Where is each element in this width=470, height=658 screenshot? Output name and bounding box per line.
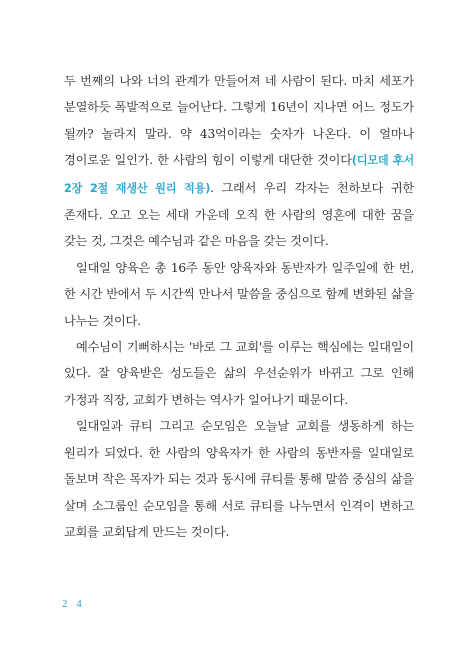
scripture-reference: (디모데 후서 2장 2절 재생산 원리 적용) (64, 154, 414, 195)
page-number: 2 4 (62, 598, 85, 610)
paragraph-1-text: 두 번째의 나와 너의 관계가 만들어져 네 사람이 된다. 마치 세포가 분열하듯 폭발적으로 늘어난다. 그렇게 16년이 지나면 어느 정도가 될까? 놀라지 말라. 약 43억이라는 숫자가 나온다. 이 얼마나 경이로운 일인가. 한 사람의 힘이 이렇게 대단한 것이다 (64, 74, 414, 168)
paragraph-2: 일대일 양육은 총 16주 동안 양육자와 동반자가 일주일에 한 번, 한 시간 반에서 두 시간씩 만나서 말씀을 중심으로 함께 변화된 삶을 나누는 것이다. (64, 260, 414, 328)
paragraph-1-text-continued: . 그래서 우리 각자는 천하보다 귀한 존재다. 오고 오는 세대 가운데 오직 한 사람의 영혼에 대한 꿈을 갖는 것, 그것은 예수님과 같은 마음을 갖는 것이다. (64, 180, 414, 249)
paragraph-1 (64, 68, 414, 255)
paragraph-4: 일대일과 큐티 그리고 순모임은 오늘날 교회를 생동하게 하는 원리가 되었다. 한 사람의 양육자가 한 사람의 동반자를 일대일로 돌보며 작은 목자가 되는 것과 동시에 큐티를 통해 말씀 중심의 삶을 살며 소그룹인 순모임을 통해 서로 큐티를 나누면서 인격이 변하고 교회를 교회답게 만드는 것이다. (64, 419, 414, 539)
body-text (64, 68, 414, 545)
paragraph-3: 예수님이 기뻐하시는 '바로 그 교회'를 이루는 핵심에는 일대일이 있다. 잘 양육받은 성도들은 삶의 우선순위가 바뀌고 그로 인해 가정과 직장, 교회가 변하는 역사가 일어나기 때문이다. (64, 340, 414, 407)
